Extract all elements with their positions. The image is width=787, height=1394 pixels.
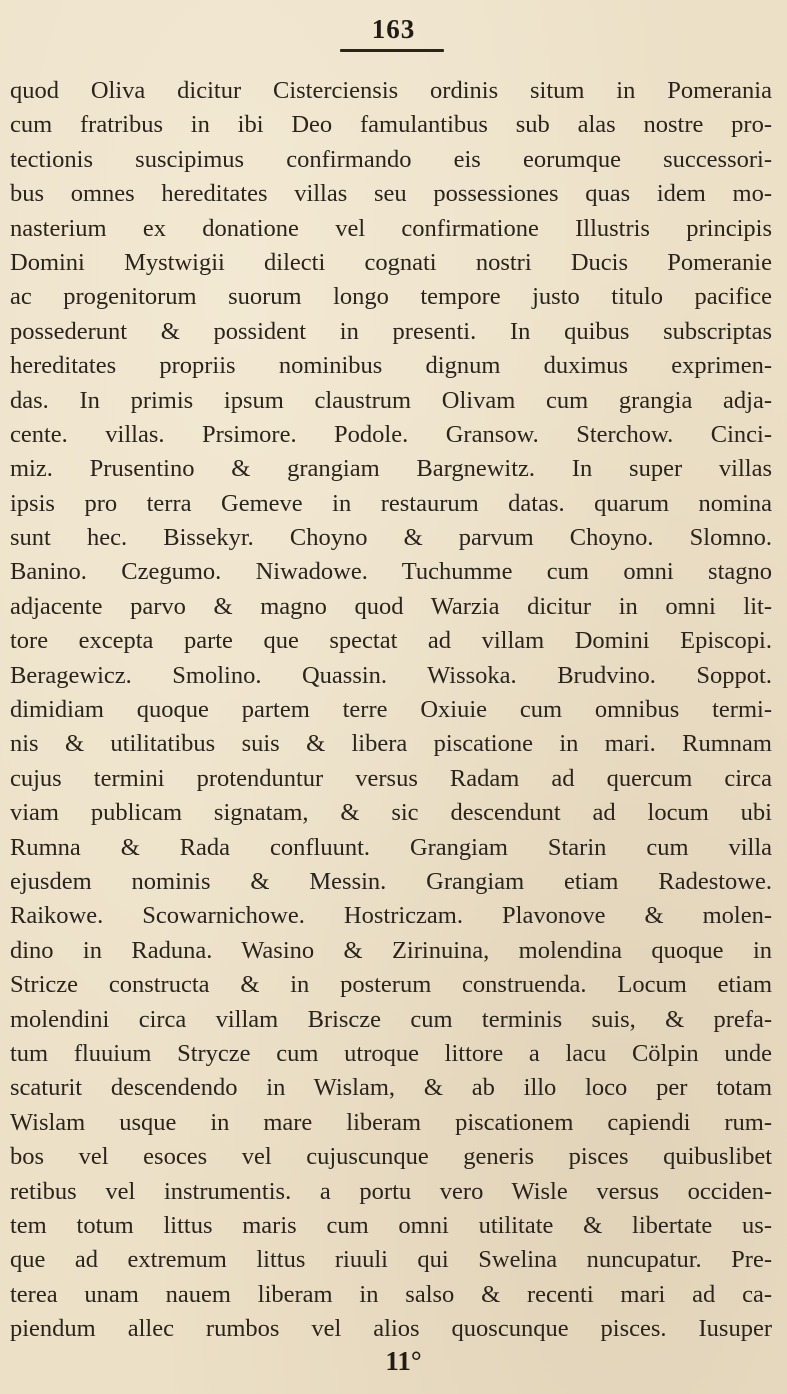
body-text xyxy=(10,74,772,1346)
signature-mark: 11° xyxy=(385,1346,422,1376)
text-line: Raikowe. Scowarnichowe. Hostriczam. Plavonove & molen- xyxy=(10,902,772,930)
text-line: scaturit descendendo in Wislam, & ab illo loco per totam xyxy=(10,1074,772,1102)
text-line: terea unam nauem liberam in salso & recenti mari ad ca- xyxy=(10,1280,772,1308)
text-line: tectionis suscipimus confirmando eis eorumque successori- xyxy=(10,145,772,173)
text-line: cum fratribus in ibi Deo famulantibus sub alas nostre pro- xyxy=(10,111,772,139)
text-line: bos vel esoces vel cujuscunque generis pisces quibuslibet xyxy=(10,1143,772,1171)
page-number: 163 xyxy=(371,14,416,44)
text-line: adjacente parvo & magno quod Warzia dicitur in omni lit- xyxy=(10,592,772,620)
text-line: ipsis pro terra Gemeve in restaurum datas. quarum nomina xyxy=(10,489,772,517)
text-line: dimidiam quoque partem terre Oxiuie cum omnibus termi- xyxy=(10,696,772,724)
text-line: nis & utilitatibus suis & libera piscatione in mari. Rumnam xyxy=(10,730,772,758)
text-line: Stricze constructa & in posterum construenda. Locum etiam xyxy=(10,971,772,999)
text-line: piendum allec rumbos vel alios quoscunque pisces. Iusuper xyxy=(10,1315,772,1343)
text-line: Banino. Czegumo. Niwadowe. Tuchumme cum omni stagno xyxy=(10,558,772,586)
text-line: hereditates propriis nominibus dignum duximus exprimen- xyxy=(10,352,772,380)
text-line: possederunt & possident in presenti. In quibus subscriptas xyxy=(10,317,772,345)
text-line: sunt hec. Bissekyr. Choyno & parvum Choyno. Slomno. xyxy=(10,524,772,552)
text-line: nasterium ex donatione vel confirmatione Illustris principis xyxy=(10,214,772,242)
text-line: tore excepta parte que spectat ad villam Domini Episcopi. xyxy=(10,627,772,655)
text-line: cente. villas. Prsimore. Podole. Gransow. Sterchow. Cinci- xyxy=(10,420,772,448)
text-line: miz. Prusentino & grangiam Bargnewitz. In super villas xyxy=(10,455,772,483)
text-line: retibus vel instrumentis. a portu vero Wisle versus occiden- xyxy=(10,1177,772,1205)
header-rule xyxy=(340,49,444,52)
text-line: cujus termini protenduntur versus Radam ad quercum circa xyxy=(10,764,772,792)
text-line: Rumna & Rada confluunt. Grangiam Starin cum villa xyxy=(10,833,772,861)
text-line: tum fluuium Strycze cum utroque littore a lacu Cölpin unde xyxy=(10,1039,772,1067)
text-line: quod Oliva dicitur Cisterciensis ordinis situm in Pomerania xyxy=(10,77,772,104)
text-line: dino in Raduna. Wasino & Zirinuina, molendina quoque in xyxy=(10,936,772,964)
text-line: Beragewicz. Smolino. Quassin. Wissoka. Brudvino. Soppot. xyxy=(10,661,772,689)
text-line: que ad extremum littus riuuli qui Swelina nuncupatur. Pre- xyxy=(10,1246,772,1274)
text-line: ac progenitorum suorum longo tempore justo titulo pacifice xyxy=(10,283,772,311)
text-line: bus omnes hereditates villas seu possessiones quas idem mo- xyxy=(10,180,772,208)
text-line: viam publicam signatam, & sic descendunt ad locum ubi xyxy=(10,799,772,827)
text-line: molendini circa villam Briscze cum terminis suis, & prefa- xyxy=(10,1005,772,1033)
text-line: ejusdem nominis & Messin. Grangiam etiam Radestowe. xyxy=(10,867,772,895)
text-line: das. In primis ipsum claustrum Olivam cum grangia adja- xyxy=(10,386,772,414)
text-line: Domini Mystwigii dilecti cognati nostri Ducis Pomeranie xyxy=(10,248,772,276)
text-line: tem totum littus maris cum omni utilitate & libertate us- xyxy=(10,1211,772,1239)
text-line: Wislam usque in mare liberam piscationem capiendi rum- xyxy=(10,1108,772,1136)
